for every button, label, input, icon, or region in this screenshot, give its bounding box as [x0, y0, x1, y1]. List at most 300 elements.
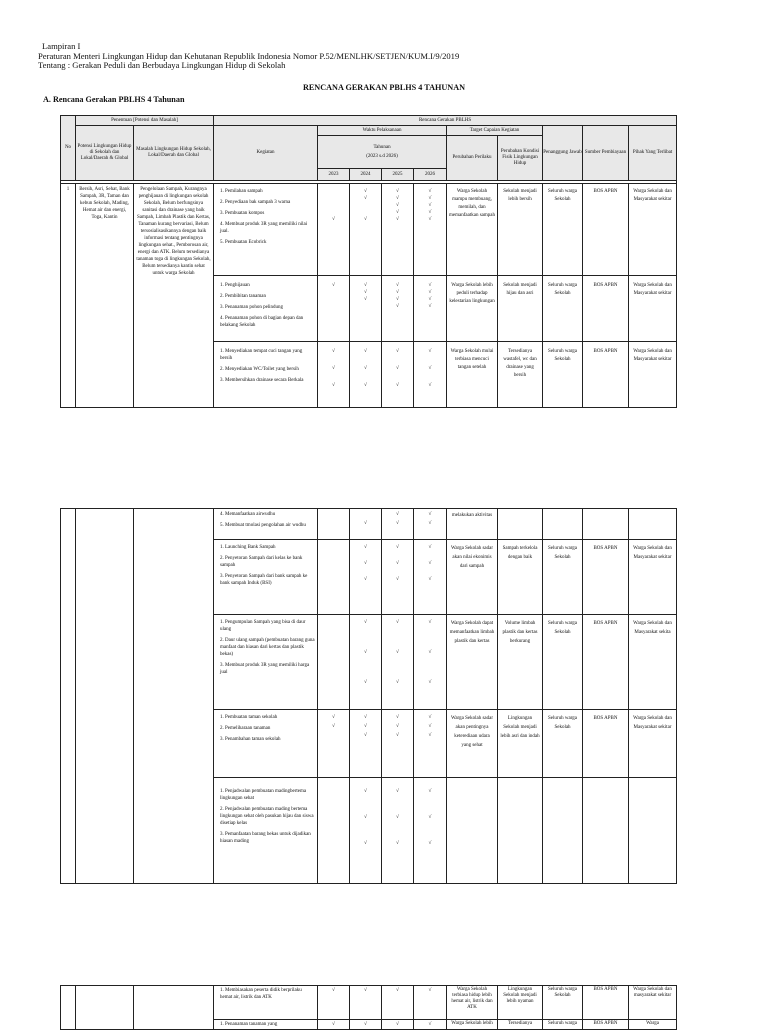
cell-fisik-text: Sekolah menjadi hijau dan asri — [503, 283, 537, 296]
check-mark: √ — [428, 210, 432, 215]
check-mark: √ — [332, 349, 335, 354]
header-target: Target Capaian Kegiatan — [447, 126, 543, 136]
check-mark: √ — [396, 349, 399, 354]
check-mark: √ — [332, 988, 335, 993]
cell-y2025 — [382, 778, 414, 884]
row-number: 1 — [66, 187, 70, 192]
header-perilaku: Perubahan Perilaku — [447, 136, 498, 181]
check-mark: √ — [396, 545, 399, 550]
check-mark: √ — [364, 217, 367, 222]
check-mark: √ — [332, 1022, 335, 1027]
check-mark: √ — [396, 383, 399, 388]
cell-fisik-text: Lingkungan Sekolah menjadi lebih asri dan indah — [500, 716, 540, 739]
check-mark: √ — [428, 366, 432, 371]
kegiatan-item: 1. Menyediakan tempat cuci tangan yang bersih — [220, 349, 303, 361]
document-title: RENCANA GERAKAN PBLHS 4 TAHUNAN — [302, 83, 466, 92]
kegiatan-item: 4. Membuat produk 3R yang memiliki nilai jual. — [220, 222, 308, 234]
cell-sumber — [583, 615, 629, 710]
cell-y2026 — [414, 615, 447, 710]
header-pihak: Pihak Yang Terlibat — [629, 126, 677, 181]
check-mark: √ — [396, 1022, 399, 1027]
cell-sumber — [583, 986, 629, 1020]
cell-sumber — [583, 509, 629, 540]
check-mark: √ — [364, 789, 367, 794]
check-mark: √ — [428, 521, 432, 526]
check-mark: √ — [396, 512, 399, 517]
header-year: 2024 — [350, 169, 382, 181]
check-mark — [318, 188, 349, 195]
cell-fisik — [498, 184, 543, 276]
cell-fisik-text — [498, 509, 542, 513]
check-mark: √ — [428, 349, 432, 354]
cell-kegiatan — [214, 1020, 318, 1030]
cell-penanggung-jawab — [543, 509, 583, 540]
cell-penanggung-jawab-text — [543, 778, 582, 790]
check-mark: √ — [428, 650, 432, 655]
check-mark — [318, 576, 349, 592]
kegiatan-item: 2. Pemeliharaan tanaman — [220, 726, 271, 731]
cell-fisik — [498, 986, 543, 1020]
cell-y2026 — [414, 184, 447, 276]
cell-pihak-text: Warga — [646, 1021, 659, 1026]
check-mark: √ — [428, 283, 432, 288]
check-mark — [350, 303, 381, 310]
cell-y2023 — [318, 509, 350, 540]
cell-y2025 — [382, 342, 414, 408]
cell-no — [61, 986, 76, 1030]
check-mark — [318, 544, 349, 560]
cell-sumber-text: BOS APBN — [593, 546, 618, 551]
cell-y2024 — [350, 342, 382, 408]
header-sumber: Sumber Pembiayaan — [583, 126, 629, 181]
check-mark — [318, 511, 349, 520]
check-mark: √ — [364, 1022, 367, 1027]
cell-kegiatan — [214, 276, 318, 342]
cell-sumber-text: BOS APBN — [593, 987, 618, 992]
check-mark: √ — [396, 724, 399, 729]
check-mark — [318, 202, 349, 209]
check-mark: √ — [396, 988, 399, 993]
cell-perilaku-text — [447, 778, 497, 790]
cell-y2026 — [414, 509, 447, 540]
check-mark — [350, 209, 381, 216]
cell-penanggung-jawab — [543, 710, 583, 778]
kegiatan-item: 3. Pemanfaatan barang bekas untuk dijadikan hiasan mading — [220, 832, 311, 844]
check-mark: √ — [364, 297, 367, 302]
cell-sumber-text: BOS APBN — [593, 189, 618, 194]
header-fisik: Perubahan Kondisi Fisik Lingkungan Hidup — [498, 136, 543, 181]
cell-sumber — [583, 342, 629, 408]
cell-pihak — [629, 509, 677, 540]
cell-fisik-text: Sekolah menjadi lebih bersih — [503, 189, 537, 202]
cell-penanggung-jawab-text: Seluruh warga Sekolah — [548, 987, 577, 998]
cell-penanggung-jawab-text: Seluruh warga Sekolah — [548, 546, 577, 560]
kegiatan-item: 2. Penjadwalan pembuatan mading bertema lingkungan sehat oleh pasukan hijau dan siswa disetiap kelas — [220, 807, 314, 826]
cell-y2026 — [414, 540, 447, 615]
cell-fisik — [498, 509, 543, 540]
cell-kegiatan — [214, 342, 318, 408]
cell-pihak — [629, 540, 677, 615]
cell-fisik-text: Tersedianya — [507, 1021, 533, 1026]
cell-y2023 — [318, 540, 350, 615]
cell-y2025 — [382, 710, 414, 778]
kegiatan-item: 1. Penghijauan — [220, 283, 250, 288]
cell-y2025 — [382, 540, 414, 615]
cell-sumber-text — [583, 778, 628, 790]
cell-no — [61, 509, 76, 884]
table-row — [61, 184, 677, 276]
cell-masalah — [134, 509, 214, 884]
kegiatan-item: 2. Pembibitan tanaman — [220, 294, 266, 299]
cell-fisik — [498, 615, 543, 710]
check-mark: √ — [332, 724, 335, 729]
cell-y2025 — [382, 509, 414, 540]
check-mark: √ — [364, 650, 367, 655]
cell-potensi — [76, 986, 134, 1030]
cell-y2023 — [318, 184, 350, 276]
check-mark: √ — [396, 304, 399, 309]
header-tahunan-label: Tahunan — [373, 144, 391, 150]
check-mark: √ — [332, 366, 335, 371]
cell-perilaku — [447, 540, 498, 615]
check-mark — [318, 296, 349, 303]
cell-pihak-text: Warga Sekolah dan Masyarakat sekita — [633, 621, 672, 635]
kegiatan-item: 3. Penanaman pohon pelindung — [220, 305, 284, 310]
check-mark: √ — [428, 304, 432, 309]
cell-y2024 — [350, 615, 382, 710]
cell-y2023 — [318, 710, 350, 778]
cell-pihak — [629, 710, 677, 778]
check-mark: √ — [396, 283, 399, 288]
cell-pihak-text — [629, 509, 676, 513]
check-mark: √ — [428, 512, 432, 517]
check-mark: √ — [332, 283, 335, 288]
plan-table-page2 — [60, 508, 677, 884]
kegiatan-item: 1. Pemilahan sampah — [220, 189, 263, 194]
check-mark: √ — [428, 577, 432, 582]
header-no: No — [61, 116, 76, 181]
cell-y2024 — [350, 778, 382, 884]
check-mark: √ — [396, 680, 399, 685]
check-mark: √ — [364, 189, 367, 194]
cell-pihak-text: Warga Sekolah dan Masyarakat sekitar — [633, 283, 672, 296]
check-mark: √ — [428, 383, 432, 388]
check-mark: √ — [428, 203, 432, 208]
kegiatan-item: 2. Menyediakan WC/Toilet yang bersih — [220, 367, 299, 372]
check-mark: √ — [364, 733, 367, 738]
cell-pihak — [629, 615, 677, 710]
cell-kegiatan — [214, 615, 318, 710]
check-mark: √ — [364, 366, 367, 371]
cell-penanggung-jawab — [543, 778, 583, 884]
check-mark: √ — [364, 841, 367, 846]
kegiatan-item: 1. Penjadwalan pembuatan madingbertema lingkungan sehat — [220, 789, 307, 801]
check-mark: √ — [428, 733, 432, 738]
cell-perilaku — [447, 710, 498, 778]
cell-y2023 — [318, 342, 350, 408]
cell-fisik-text — [498, 778, 542, 790]
cell-pihak — [629, 184, 677, 276]
regulation-subject: Tentang : Gerakan Peduli dan Berbudaya Lingkungan Hidup di Sekolah — [38, 60, 286, 71]
cell-perilaku-text: melakukan aktivitas — [451, 513, 493, 518]
kegiatan-item: 2. Daur ulang sampah (pembuatan barang guna manfaat dan hiasan dari kertas dan plastik bekas) — [220, 638, 315, 657]
header-kegiatan: Kegiatan — [214, 126, 318, 181]
check-mark: √ — [396, 203, 399, 208]
kegiatan-item: 4. Memanfaatkan airwudhu — [220, 512, 276, 517]
cell-sumber-text: BOS APBN — [593, 621, 618, 626]
check-mark — [318, 195, 349, 202]
check-mark: √ — [364, 724, 367, 729]
cell-fisik-text: Lingkungan Sekolah menjadi lebih nyaman — [503, 987, 537, 1004]
check-mark — [318, 814, 349, 840]
check-mark: √ — [364, 680, 367, 685]
cell-sumber-text: BOS APBN — [593, 716, 618, 721]
check-mark: √ — [428, 680, 432, 685]
cell-y2026 — [414, 342, 447, 408]
cell-kegiatan — [214, 540, 318, 615]
check-mark: √ — [428, 988, 432, 993]
check-mark: √ — [428, 1022, 432, 1027]
cell-pihak — [629, 1020, 677, 1030]
cell-perilaku-text: Warga Sekolah mampu membuang, memilah, dan memanfaatkan sampah — [449, 189, 495, 218]
check-mark: √ — [396, 789, 399, 794]
check-mark: √ — [332, 715, 335, 720]
check-mark: √ — [364, 577, 367, 582]
cell-kegiatan — [214, 509, 318, 540]
check-mark: √ — [428, 196, 432, 201]
check-mark — [318, 732, 349, 741]
cell-y2024 — [350, 509, 382, 540]
cell-sumber — [583, 778, 629, 884]
header-year: 2026 — [414, 169, 447, 181]
header-penanggung-jawab: Penanggung Jawab — [543, 126, 583, 181]
check-mark: √ — [396, 577, 399, 582]
cell-sumber — [583, 1020, 629, 1030]
plan-table-page1 — [60, 115, 677, 408]
cell-fisik-text: Sampah terkelola dengan baik — [502, 546, 538, 560]
cell-perilaku-text: Warga Sekolah lebih peduli terhadap kelestarian lingkungan — [449, 283, 495, 304]
cell-perilaku — [447, 986, 498, 1020]
header-group-left: Penentuan [Potensi dan Masalah] — [76, 116, 214, 126]
cell-fisik-text: Tersedianya wastafel, wc dan drainase yang bersih — [503, 349, 537, 378]
kegiatan-item: 3. Penyetoran Sampah dari bank sampah ke bank sampah Induk (BSI) — [220, 574, 308, 586]
cell-perilaku — [447, 342, 498, 408]
check-mark: √ — [364, 196, 367, 201]
cell-fisik-text: Volume limbah plastik dan kertas berkurang — [502, 621, 538, 644]
cell-y2025 — [382, 615, 414, 710]
cell-perilaku-text: Warga Sekolah sadar akan nilai ekonimis dari sampah — [451, 546, 493, 569]
check-mark: √ — [428, 715, 432, 720]
check-mark — [350, 202, 381, 209]
kegiatan-item: 4. Penanaman pohon di bagian depan dan belakang Sekolah — [220, 316, 304, 328]
table-row — [61, 986, 677, 1020]
kegiatan-item: 3. Pembuatan kompos — [220, 211, 265, 216]
cell-penanggung-jawab-text: Seluruh warga — [548, 1021, 577, 1026]
cell-y2023 — [318, 276, 350, 342]
check-mark: √ — [364, 383, 367, 388]
cell-perilaku-text: Warga Sekolah mulai terbiasa mencuci tangan setelah — [450, 349, 494, 370]
check-mark — [318, 788, 349, 814]
kegiatan-item: 5. Pembuatan Ecobrick — [220, 240, 267, 245]
table-row — [61, 509, 677, 540]
cell-penanggung-jawab-text: Seluruh warga Sekolah — [548, 189, 577, 202]
check-mark: √ — [428, 561, 432, 566]
check-mark: √ — [364, 290, 367, 295]
cell-penanggung-jawab-text — [543, 509, 582, 513]
check-mark: √ — [332, 217, 335, 222]
check-mark: √ — [396, 733, 399, 738]
cell-pihak-text: Warga Sekolah dan masyarakat sekitar — [633, 987, 672, 998]
cell-penanggung-jawab — [543, 276, 583, 342]
header-year: 2023 — [318, 169, 350, 181]
check-mark: √ — [396, 715, 399, 720]
cell-pihak — [629, 276, 677, 342]
cell-pihak — [629, 342, 677, 408]
cell-masalah — [134, 184, 214, 408]
cell-y2024 — [350, 184, 382, 276]
check-mark: √ — [364, 715, 367, 720]
kegiatan-item: 3. Membuat produk 3R yang memiliki harga jual — [220, 663, 310, 675]
kegiatan-item: 1. Pembuatan taman sekolah — [220, 715, 278, 720]
cell-pihak-text: Warga Sekolah dan Masyarakat sekitar — [633, 349, 672, 362]
check-mark: √ — [396, 620, 399, 625]
kegiatan-item: 5. Membuat tmolasi pengolahan air wudhu — [220, 523, 306, 528]
check-mark: √ — [396, 366, 399, 371]
kegiatan-item: 1. Membiasakan peserta didik berprilaku hemat air, listrik dan ATK — [220, 988, 302, 1000]
check-mark: √ — [428, 620, 432, 625]
cell-penanggung-jawab — [543, 540, 583, 615]
check-mark: √ — [396, 217, 399, 222]
check-mark — [318, 840, 349, 866]
cell-fisik — [498, 276, 543, 342]
header-tahunan-range: (2023 s.d 2026) — [366, 153, 398, 159]
cell-y2026 — [414, 986, 447, 1020]
cell-perilaku-text: Warga Sekolah sadar akan pentingnya keterediaan udara yang sehat — [451, 716, 493, 748]
potensi-text: Bersih, Asri, Sehat, Bank Sampah, 3R, Taman dan kebun Sekolah, Mading, Hemat air dan energi, Toga, Kantin — [79, 187, 130, 220]
check-mark: √ — [396, 189, 399, 194]
check-mark: √ — [428, 217, 432, 222]
kegiatan-item: 2. Penyediaan bak sampah 3 warna — [220, 200, 291, 205]
cell-sumber — [583, 276, 629, 342]
cell-y2024 — [350, 986, 382, 1020]
plan-table-page3 — [60, 985, 677, 1030]
cell-sumber-text: BOS APBN — [593, 1021, 618, 1026]
check-mark — [318, 679, 349, 709]
check-mark: √ — [396, 650, 399, 655]
check-mark: √ — [364, 521, 367, 526]
check-mark — [318, 289, 349, 296]
attachment-label: Lampiran I — [42, 41, 81, 51]
cell-y2023 — [318, 1020, 350, 1030]
check-mark: √ — [428, 290, 432, 295]
check-mark: √ — [428, 545, 432, 550]
check-mark: √ — [396, 297, 399, 302]
cell-potensi — [76, 509, 134, 884]
cell-fisik — [498, 778, 543, 884]
check-mark: √ — [364, 545, 367, 550]
cell-pihak — [629, 986, 677, 1020]
cell-kegiatan — [214, 778, 318, 884]
cell-y2023 — [318, 986, 350, 1020]
cell-kegiatan — [214, 710, 318, 778]
cell-perilaku-text: Warga Sekolah lebih — [451, 1021, 493, 1026]
cell-perilaku — [447, 615, 498, 710]
check-mark — [318, 303, 349, 310]
cell-pihak-text: Warga Sekolah dan Masyarakat sekitar — [633, 716, 672, 730]
check-mark: √ — [396, 521, 399, 526]
header-tahunan — [318, 136, 447, 169]
cell-y2026 — [414, 710, 447, 778]
section-heading: A. Rencana Gerakan PBLHS 4 Tahunan — [43, 95, 185, 104]
cell-pihak-text — [629, 778, 676, 790]
cell-y2024 — [350, 276, 382, 342]
check-mark — [318, 520, 349, 529]
kegiatan-item: 2. Penyetoran Sampah dari kelas ke bank sampah — [220, 556, 303, 568]
cell-sumber — [583, 710, 629, 778]
cell-sumber-text: BOS APBN — [593, 283, 618, 288]
kegiatan-item: 1. Penanaman tanaman yang — [220, 1022, 278, 1027]
cell-perilaku — [447, 184, 498, 276]
cell-sumber — [583, 184, 629, 276]
cell-penanggung-jawab-text: Seluruh warga Sekolah — [548, 283, 577, 296]
masalah-text: Pengelolaan Sampah, Kurangnya penghijauan di lingkungan sekolah Sekolah, Belum berfungsinya sanitasi dan drainase yang baik Sampah, Limbah Plastik dan Kertas, Tanaman kurang bervariasi, Belum tersosialisasikannya dengan baik informasi tentang pentingnya lingkungan sehat., Pemborosan air, energi dan ATK. Belum tersedianya tanaman toga di lingkungan Sekolah, Belum tersedianya kantin sehat untuk warga Sekolah — [136, 187, 211, 276]
cell-penanggung-jawab-text: Seluruh warga Sekolah — [548, 349, 577, 362]
cell-y2025 — [382, 276, 414, 342]
cell-pihak-text: Warga Sekolah dan Masyarakat sekitar — [633, 546, 672, 560]
cell-y2024 — [350, 1020, 382, 1030]
cell-potensi — [76, 184, 134, 408]
cell-y2024 — [350, 540, 382, 615]
document-header — [38, 42, 738, 71]
cell-fisik — [498, 710, 543, 778]
cell-penanggung-jawab — [543, 184, 583, 276]
cell-kegiatan — [214, 986, 318, 1020]
kegiatan-item: 3. Penambahan taman sekolah — [220, 737, 281, 742]
cell-perilaku — [447, 1020, 498, 1030]
cell-y2023 — [318, 778, 350, 884]
cell-perilaku-text: Warga Sekolah dapat memanfaatkan limbah plastik dan kertas — [449, 621, 495, 644]
check-mark: √ — [364, 815, 367, 820]
cell-y2026 — [414, 276, 447, 342]
cell-fisik — [498, 342, 543, 408]
cell-y2024 — [350, 710, 382, 778]
kegiatan-item: 1. Pengumpulan Sampah yang bisa di daur ulang — [220, 620, 306, 632]
cell-y2026 — [414, 778, 447, 884]
cell-perilaku — [447, 276, 498, 342]
cell-penanggung-jawab — [543, 342, 583, 408]
check-mark: √ — [396, 210, 399, 215]
check-mark — [318, 560, 349, 576]
check-mark — [318, 209, 349, 216]
cell-perilaku — [447, 509, 498, 540]
header-masalah: Masalah Lingkungan Hidup Sekolah, Lokal/Daerah dan Global — [134, 126, 214, 181]
check-mark: √ — [428, 189, 432, 194]
cell-penanggung-jawab-text: Seluruh warga Sekolah — [548, 621, 577, 635]
check-mark: √ — [396, 561, 399, 566]
check-mark: √ — [396, 196, 399, 201]
check-mark: √ — [364, 988, 367, 993]
header-year: 2025 — [382, 169, 414, 181]
cell-no — [61, 184, 76, 408]
cell-penanggung-jawab — [543, 1020, 583, 1030]
cell-fisik — [498, 1020, 543, 1030]
cell-y2025 — [382, 986, 414, 1020]
cell-penanggung-jawab — [543, 615, 583, 710]
cell-penanggung-jawab-text: Seluruh warga Sekolah — [548, 716, 577, 730]
cell-pihak-text: Warga Sekolah dan Masyarakat sekitar — [633, 189, 672, 202]
check-mark: √ — [396, 815, 399, 820]
check-mark: √ — [428, 789, 432, 794]
